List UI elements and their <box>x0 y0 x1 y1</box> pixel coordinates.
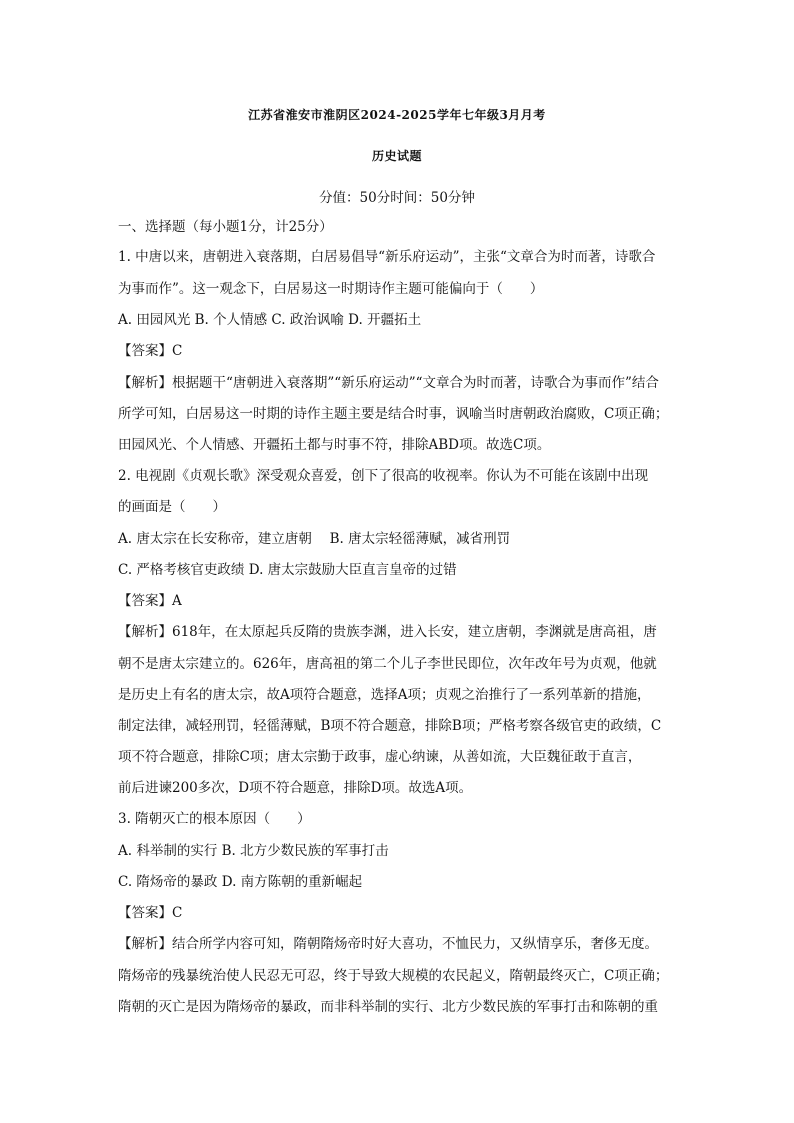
section-heading: 一、选择题（每小题1分，计25分） <box>118 219 333 235</box>
q1-options: A. 田园风光 B. 个人情感 C. 政治讽喻 D. 开疆拓土 <box>118 312 422 328</box>
q3-options-line1: A. 科举制的实行 B. 北方少数民族的军事打击 <box>118 843 389 859</box>
score-time-info: 分值：50分时间：50分钟 <box>319 190 475 206</box>
q2-options-line1: A. 唐太宗在长安称帝，建立唐朝 B. 唐太宗轻徭薄赋，减省刑罚 <box>118 531 511 547</box>
q2-analysis-line3: 是历史上有名的唐太宗，故A项符合题意，选择A项；贞观之治推行了一系列革新的措施， <box>118 687 651 703</box>
q1-stem-line1: 1. 中唐以来，唐朝进入衰落期，白居易倡导“新乐府运动”，主张“文章合为时而著，诗歌合 <box>118 249 656 265</box>
q2-analysis-line4: 制定法律，减轻刑罚，轻徭薄赋，B项不符合题意，排除B项；严格考察各级官吏的政绩，C <box>118 718 662 734</box>
q2-analysis-line5: 项不符合题意，排除C项；唐太宗勤于政事，虚心纳谏，从善如流，大臣魏征敢于直言， <box>118 749 642 765</box>
q1-analysis-line1: 【解析】根据题干“唐朝进入衰落期”“新乐府运动”“文章合为时而著，诗歌合为事而作”结合 <box>118 375 659 391</box>
q2-stem-line1: 2. 电视剧《贞观长歌》深受观众喜爱，创下了很高的收视率。你认为不可能在该剧中出现 <box>118 468 649 484</box>
q3-options-line2: C. 隋炀帝的暴政 D. 南方陈朝的重新崛起 <box>118 874 363 890</box>
q3-analysis-line3: 隋朝的灭亡是因为隋炀帝的暴政，而非科举制的实行、北方少数民族的军事打击和陈朝的重 <box>118 999 658 1015</box>
subject-title: 历史试题 <box>371 149 422 163</box>
q3-analysis-line2: 隋炀帝的残暴统治使人民忍无可忍，终于导致大规模的农民起义，隋朝最终灭亡，C项正确； <box>118 968 669 984</box>
q2-analysis-line1: 【解析】618年，在太原起兵反隋的贵族李渊，进入长安，建立唐朝，李渊就是唐高祖，唐 <box>118 624 657 640</box>
q2-options-line2: C. 严格考核官吏政绩 D. 唐太宗鼓励大臣直言皇帝的过错 <box>118 562 457 578</box>
q3-stem: 3. 隋朝灭亡的根本原因（ ） <box>118 811 311 827</box>
q1-stem-line2: 为事而作”。这一观念下，白居易这一时期诗作主题可能偏向于（ ） <box>118 281 544 297</box>
q3-analysis-line1: 【解析】结合所学内容可知，隋朝隋炀帝时好大喜功，不恤民力，又纵情享乐，奢侈无度。 <box>118 936 658 952</box>
q2-analysis-line6: 前后进谏200多次，D项不符合题意，排除D项。故选A项。 <box>118 780 473 796</box>
exam-title: 江苏省淮安市淮阴区2024-2025学年七年级3月月考 <box>248 108 546 122</box>
q3-answer: 【答案】C <box>118 905 183 921</box>
q1-answer: 【答案】C <box>118 343 183 359</box>
q2-answer: 【答案】A <box>118 593 182 609</box>
q1-analysis-line3: 田园风光、个人情感、开疆拓土都与时事不符，排除ABD项。故选C项。 <box>118 437 551 453</box>
q1-analysis-line2: 所学可知，白居易这一时期的诗作主题主要是结合时事，讽喻当时唐朝政治腐败，C项正确； <box>118 406 669 422</box>
q2-analysis-line2: 朝不是唐太宗建立的。626年，唐高祖的第二个儿子李世民即位，次年改年号为贞观，他就 <box>118 656 657 672</box>
q2-stem-line2: 的画面是（ ） <box>118 499 226 515</box>
